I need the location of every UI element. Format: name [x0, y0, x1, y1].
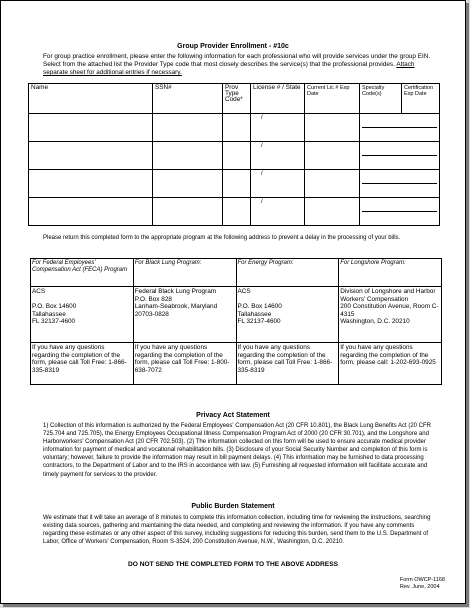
program-contact-feca: If you have any questions regarding the completion of the form, please call Toll Free: 1-866-335-8319 — [31, 343, 134, 385]
license-slash: / — [261, 143, 263, 149]
ssn-cell[interactable] — [153, 142, 223, 170]
prov-type-cell[interactable] — [223, 114, 251, 142]
current-lic-cell[interactable] — [305, 142, 360, 170]
program-address-longshore: Division of Longshore and Harbor Workers' Compensation 200 Constitution Avenue, Room C-4315 Washington, D.C. 20210 — [339, 287, 442, 343]
current-lic-cell[interactable] — [305, 198, 360, 226]
license-cell[interactable] — [251, 198, 305, 226]
page-title: Group Provider Enrollment - #10c — [177, 43, 289, 50]
program-address-table — [30, 258, 442, 385]
prov-type-cell[interactable] — [223, 198, 251, 226]
ssn-cell[interactable] — [153, 198, 223, 226]
name-cell[interactable] — [29, 114, 153, 142]
privacy-text: 1) Collection of this information is authorized by the Federal Employees' Compensation Act (20 CFR 10.801), the Black Lung Benefits Act (20 CFR 725.704 and 725.705), the Energy Employees Occupational Illness Compensation Program Act of 2000 (20 CFR 30.701), and the Longshore and Harborworkers' Compensation Act (20 CFR 702.503). (2) The information collected on this form will be used to ensure accurate medical provider information for payment of medical and vocational rehabilitation bills. (3) Disclosure of your Social Security Number and completion of this form is voluntary; however, failure to provide the information may result in bill payment delays. (4) This information may be furnished to data processing contractors, to the Department of Labor and to the IRS in accordance with law. (5) Furnishing all requested information will facilitate accurate and timely payment for services to the provider. — [43, 423, 432, 478]
program-header-longshore: For Longshore Program: — [339, 259, 442, 287]
col-header-certification: Certification Exp Date — [402, 84, 440, 114]
form-number — [400, 577, 445, 590]
table-row — [29, 142, 440, 170]
intro-text — [43, 53, 435, 77]
col-header-ssn: SSN# — [153, 84, 223, 114]
ssn-cell[interactable] — [153, 114, 223, 142]
name-cell[interactable] — [29, 170, 153, 198]
return-note: Please return this completed form to the appropriate program at the following address to prevent a delay in the processing of your bills. — [43, 235, 401, 241]
table-row — [29, 114, 440, 142]
col-header-specialty: Specialty Code(s) — [360, 84, 402, 114]
license-slash: / — [261, 171, 263, 177]
specialty-cert-cell[interactable] — [360, 170, 440, 198]
burden-heading: Public Burden Statement — [191, 503, 275, 510]
prov-type-cell[interactable] — [223, 142, 251, 170]
specialty-cert-cell[interactable] — [360, 142, 440, 170]
license-cell[interactable] — [251, 114, 305, 142]
program-address-black-lung: Federal Black Lung Program P.O. Box 828 Lanham-Seabrook, Maryland 20703-0828 — [133, 287, 236, 343]
col-header-license: License # / State — [251, 84, 305, 114]
program-header-feca: For Federal Employees' Compensation Act (FECA) Program — [31, 259, 134, 287]
current-lic-cell[interactable] — [305, 170, 360, 198]
col-header-current-lic: Current Lic # Exp Date — [305, 84, 360, 114]
form-id: Form OWCP-1168 — [399, 577, 445, 583]
program-contact-black-lung: If you have any questions regarding the completion of the form, please call Toll Free: 1-800-638-7072 — [133, 343, 236, 385]
do-not-send-notice: DO NOT SEND THE COMPLETED FORM TO THE ABOVE ADDRESS — [127, 561, 339, 568]
table-row — [29, 170, 440, 198]
table-row — [29, 198, 440, 226]
program-contact-energy: If you have any questions regarding the completion of the form, please call Toll Free: 1-866-335-8319 — [236, 343, 339, 385]
license-slash: / — [261, 115, 263, 121]
program-address-feca: ACS P.O. Box 14600 Tallahassee FL 32137-4600 — [31, 287, 134, 343]
name-cell[interactable] — [29, 198, 153, 226]
program-address-energy: ACS P.O. Box 14600 Tallahassee FL 32137-4600 — [236, 287, 339, 343]
current-lic-cell[interactable] — [305, 114, 360, 142]
col-header-name: Name — [29, 84, 153, 114]
intro-body: For group practice enrollment, please enter the following information for each professional who will provide services under the group EIN. Select from the attached list the Provider Type code that most closely describes the service(s) that the professional provides. — [43, 53, 431, 68]
prov-type-cell[interactable] — [223, 170, 251, 198]
form-revision: Rev. June, 2004 — [399, 583, 440, 590]
program-header-black-lung: For Black Lung Program: — [133, 259, 236, 287]
intro-attach-note: Attach separate sheet for additional entries if necessary. — [43, 61, 415, 76]
privacy-heading: Privacy Act Statement — [196, 412, 270, 419]
program-header-energy: For Energy Program: — [236, 259, 339, 287]
col-header-prov-type: Prov Type Code* — [223, 84, 251, 114]
provider-table — [28, 83, 440, 226]
ssn-cell[interactable] — [153, 170, 223, 198]
license-cell[interactable] — [251, 142, 305, 170]
burden-text: We estimate that it will take an average of 8 minutes to complete this information collection, including time for reviewing the instructions, searching existing data sources, gathering and maintaining the data needed, and completing and reviewing the information. If you have any comments regarding these estimates or any other aspect of this survey, including suggestions for reducing this burden, send them to the U.S. Department of Labor, Office of Workers' Compensation, Room S-3524, 200 Constitution Avenue, N.W., Washington, D.C. 20210. — [43, 515, 431, 546]
specialty-cert-cell[interactable] — [360, 114, 440, 142]
license-cell[interactable] — [251, 170, 305, 198]
program-contact-longshore: If you have any questions regarding the completion of the form, please call: 1-202-693-0925 — [339, 343, 442, 385]
specialty-cert-cell[interactable] — [360, 198, 440, 226]
license-slash: / — [261, 199, 263, 205]
name-cell[interactable] — [29, 142, 153, 170]
